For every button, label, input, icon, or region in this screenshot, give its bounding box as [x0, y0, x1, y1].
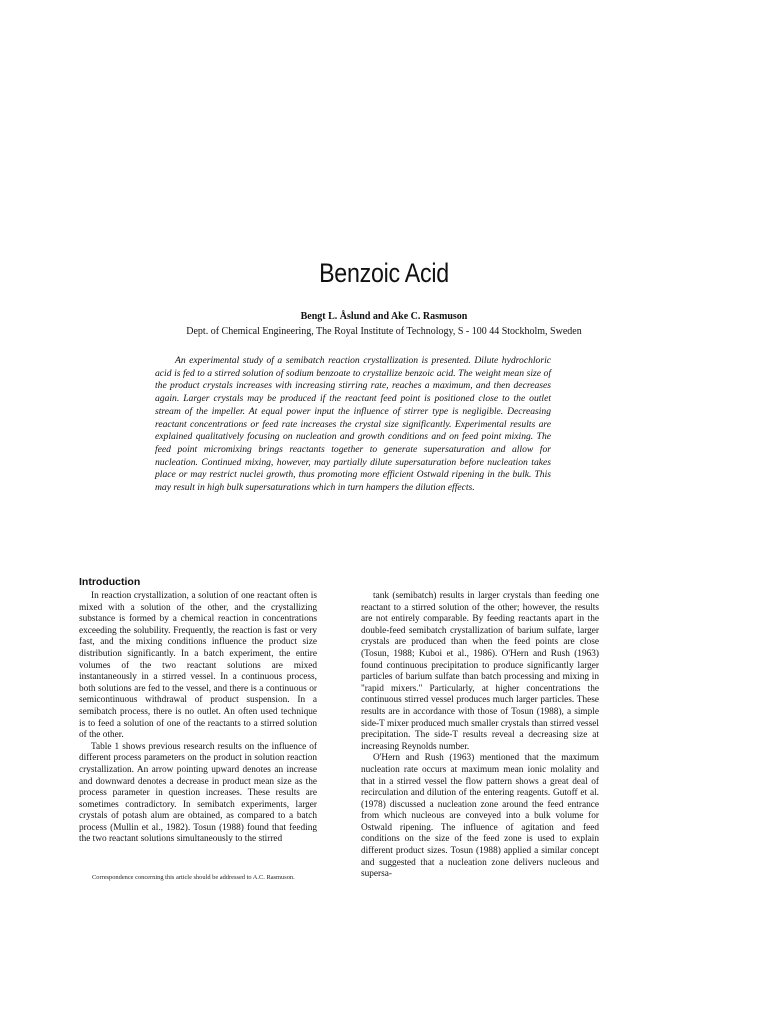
- right-column: [361, 591, 599, 881]
- paragraph: tank (semibatch) results in larger crystals than feeding one reactant to a stirred solution of the other; however, the results are not entirely comparable. By feeding reactants apart in the double-feed semibatch crystallization of barium sulfate, larger crystals are produced than when the feed points are close (Tosun, 1988; Kuboi et al., 1986). O'Hern and Rush (1963) found continuous precipitation to produce significantly larger particles of barium sulfate than batch processing and mixing in "rapid mixers." Particularly, at higher concentrations the continuous stirred vessel produces much larger particles. These results are in accordance with those of Tosun (1988), a simple side-T mixer produced much smaller crystals than stirred vessel precipitation. The side-T results reveal a decreasing size at increasing Reynolds number.: [361, 591, 599, 752]
- correspondence-footnote: Correspondence concerning this article should be addressed to A.C. Rasmuson.: [92, 874, 295, 881]
- left-column: [79, 591, 317, 846]
- author-list: Bengt L. Åslund and Ake C. Rasmuson: [300, 311, 468, 322]
- paragraph: Table 1 shows previous research results on the influence of different process parameters on the product in solution reaction crystallization. An arrow pointing upward denotes an increase and downward denotes a decrease in product mean size as the process parameter in question increases. These results are sometimes contradictory. In semibatch experiments, larger crystals of potash alum are obtained, as compared to a batch process (Mullin et al., 1982). Tosun (1988) found that feeding the two reactant solutions simultaneously to the stirred: [79, 741, 317, 845]
- paragraph: O'Hern and Rush (1963) mentioned that the maximum nucleation rate occurs at maximum mean ionic molality and that in a stirred vessel the flow pattern shows a great deal of recirculation and dilution of the entering reagents. Gutoff et al. (1978) discussed a nucleation zone around the feed entrance from which nucleous are conveyed into a bulk volume for Ostwald ripening. The influence of agitation and feed conditions on the size of the feed zone is used to explain different product sizes. Tosun (1988) applied a similar concept and suggested that a nucleation zone delivers nucleous and supersa-: [361, 753, 599, 880]
- paragraph: In reaction crystallization, a solution of one reactant often is mixed with a solution of the other, and the crystallizing substance is formed by a chemical reaction in concentrations exceeding the solubility. Frequently, the reaction is fast or very fast, and the mixing conditions influence the product size distribution significantly. In a batch experiment, the entire volumes of the two reactant solutions are mixed instantaneously in a stirred vessel. In a continuous process, both solutions are fed to the vessel, and there is a continuous or semicontinuous withdrawal of product suspension. In a semibatch process, there is no outlet. An often used technique is to feed a solution of one of the reactants to a stirred solution of the other.: [79, 591, 317, 741]
- section-heading-introduction: Introduction: [79, 576, 141, 588]
- affiliation: Dept. of Chemical Engineering, The Royal Institute of Technology, S - 100 44 Stockholm, Sweden: [186, 326, 582, 337]
- paper-title: Benzoic Acid: [319, 258, 449, 288]
- abstract-text: An experimental study of a semibatch reaction crystallization is presented. Dilute hydrochloric acid is fed to a stirred solution of sodium benzoate to crystallize benzoic acid. The weight mean size of the product crystals increases with increasing stirring rate, reaches a maximum, and then decreases again. Larger crystals may be produced if the reactant feed point is positioned close to the outlet stream of the impeller. At equal power input the influence of stirrer type is negligible. Decreasing reactant concentrations or feed rate increases the crystal size significantly. Experimental results are explained qualitatively focusing on nucleation and growth conditions and on feed point mixing. The feed point micromixing brings reactants together to generate supersaturation and allow for nucleation. Continued mixing, however, may partially dilute supersaturation before nucleation takes place or may restrict nuclei growth, thus promoting more efficient Ostwald ripening in the bulk. This may result in high bulk supersaturations which in turn hampers the dilution effects.: [155, 355, 551, 494]
